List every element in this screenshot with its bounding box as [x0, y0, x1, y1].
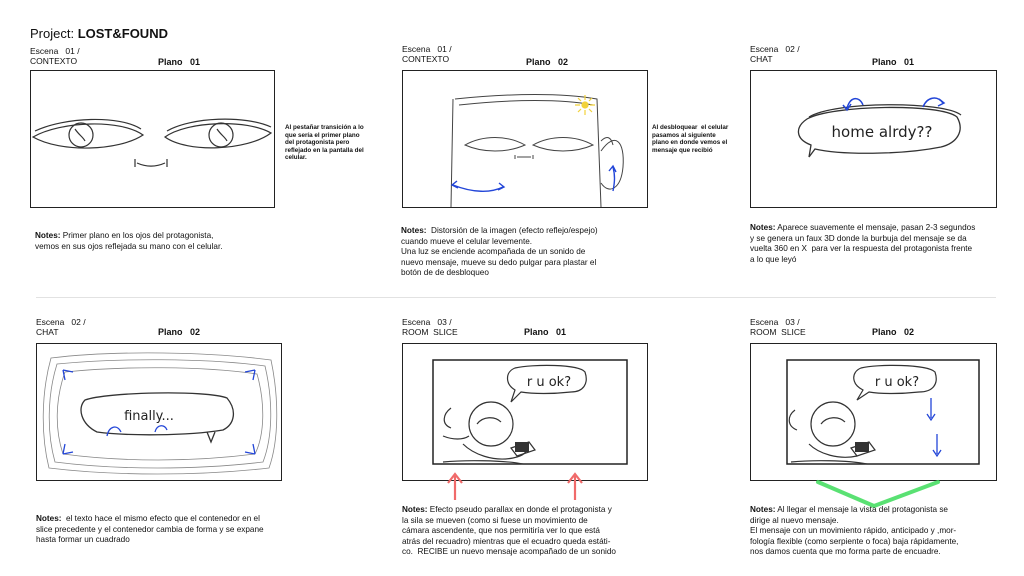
notes-5-label: Notes:	[402, 505, 428, 514]
sketch-room-slice-1	[403, 344, 647, 480]
notes-5	[402, 505, 616, 558]
chat-bubble-text-3: r u ok?	[526, 375, 572, 390]
notes-2-label: Notes:	[401, 226, 427, 235]
notes-2	[401, 226, 598, 279]
storyboard-frame-2	[402, 70, 648, 208]
notes-5-text: Efecto pseudo parallax en donde el protagonista y la sila se mueven (como si fuese un movimiento de cámara ascendente, que nos permitiría ver lo que está atrás del recuadro) mientras que el ecuadro queda estáti- co. RECIBE un nuevo mensaje acompañado de un sonido	[402, 505, 616, 556]
notes-3	[750, 223, 975, 265]
notes-4-label: Notes:	[36, 514, 62, 523]
notes-1-label: Notes:	[35, 231, 61, 240]
sketch-room-slice-2	[751, 344, 996, 480]
notes-6	[750, 505, 958, 558]
sketch-phone-reflection	[403, 71, 647, 207]
chat-bubble-text-2: finally...	[124, 409, 174, 424]
notes-3-text: Aparece suavemente el mensaje, pasan 2-3 segundos y se genera un faux 3D donde la burbuja del mensaje se da vuelta 360 en X para ver la respuesta del protagonista frente a lo que leyó	[750, 223, 976, 264]
project-title	[30, 26, 168, 41]
notes-6-text: Al llegar el mensaje la vista del protagonista se dirige al nuevo mensaje. El mensaje con un movimiento rápido, anticipado y ,mor- fología flexible (como serpiente o foca) baja rápidamente, nos damos cuenta que mo forma parte de encuadre.	[750, 505, 959, 556]
notes-1-text: Primer plano en los ojos del protagonista, vemos en sus ojos reflejada su mano con el celular.	[35, 231, 223, 251]
shot-label-2: Plano 02	[526, 57, 569, 67]
chat-bubble-text-4: r u ok?	[874, 375, 920, 390]
transition-note-2-bold: Al desbloquear	[652, 124, 698, 131]
transition-note-1-text: transición a lo que sería el primer plano del protagonista pero reflejado en la pantalla del celular.	[285, 124, 364, 162]
transition-note-1	[285, 124, 385, 162]
shot-label-5: Plano 01	[524, 327, 567, 337]
shot-label-6: Plano 02	[872, 327, 915, 337]
storyboard-frame-4	[36, 343, 282, 481]
storyboard-frame-3	[750, 70, 997, 208]
transition-note-2-text: el celular pasamos al siguiente plano en donde vemos el mensaje que recibió	[652, 124, 729, 154]
shot-label-1: Plano 01	[158, 57, 201, 67]
notes-2-text: Distorsión de la imagen (efecto reflejo/espejo) cuando mueve el celular levemente. Una luz se enciende acompañada de un sonido de nuevo mensaje, mueve su dedo pulgar para plastar el botón de de desbloqueo	[401, 226, 598, 277]
notes-1	[35, 231, 223, 252]
scene-label-3: Escena 02 / CHAT	[750, 44, 800, 64]
sketch-eyes-closeup	[31, 71, 274, 207]
parallax-up-arrows	[440, 470, 600, 504]
scene-label-1: Escena 01 / CONTEXTO	[30, 46, 80, 66]
scene-label-6: Escena 03 / ROOM SLICE	[750, 317, 806, 337]
scene-label-2: Escena 01 / CONTEXTO	[402, 44, 452, 64]
notes-6-label: Notes:	[750, 505, 776, 514]
notes-4	[36, 514, 264, 546]
row-divider	[36, 297, 996, 298]
sketch-chat-bubble-expanding	[37, 344, 281, 480]
shot-label-3: Plano 01	[872, 57, 915, 67]
chat-bubble-text-1: home alrdy??	[831, 123, 933, 141]
scene-label-4: Escena 02 / CHAT	[36, 317, 86, 337]
storyboard-frame-5	[402, 343, 648, 481]
scene-label-5: Escena 03 / ROOM SLICE	[402, 317, 458, 337]
storyboard-frame-6	[750, 343, 997, 481]
shot-label-4: Plano 02	[158, 327, 201, 337]
project-prefix: Project:	[30, 26, 75, 41]
storyboard-frame-1	[30, 70, 275, 208]
sketch-chat-bubble-1	[751, 71, 996, 207]
notes-4-text: el texto hace el mismo efecto que el contenedor en el slice precedente y el contenedor cambia de forma y se expane hasta formar un cuadrado	[36, 514, 264, 544]
transition-note-2	[652, 124, 752, 154]
notes-3-label: Notes:	[750, 223, 776, 232]
transition-note-1-bold: Al pestañar	[285, 124, 320, 131]
project-name: LOST&FOUND	[77, 26, 168, 41]
